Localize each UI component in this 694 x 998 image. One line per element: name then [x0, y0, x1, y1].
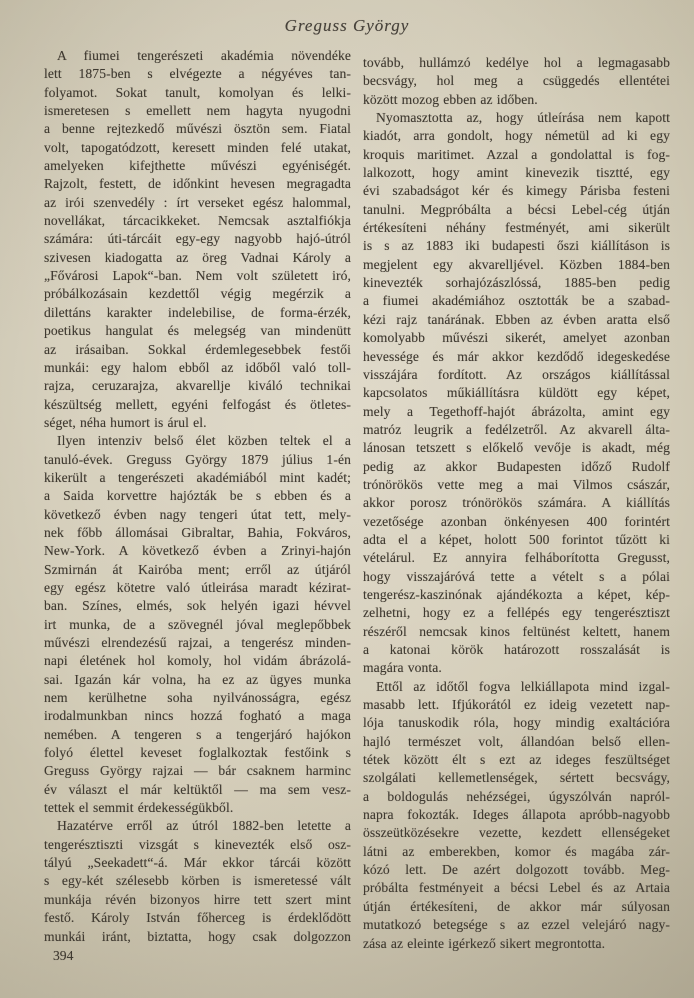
text-line: részéről nemcsak kinos feltünést keltett, hanem	[363, 623, 670, 639]
text-line: irodalmunkban nincs hozzá fogható a maga	[44, 708, 351, 724]
text-line: komolyabb művészi sikerét, amelyet azonban	[363, 330, 670, 346]
text-line: ban. Színes, elmés, sok helyén igazi hévvel	[44, 598, 351, 614]
text-line: folyó élettel keveset foglalkoztak festőink s	[44, 745, 351, 761]
text-line: lója tanuskodik róla, hogy mindig exaltációra	[363, 715, 670, 731]
text-line: próbálkozásain kezdettől végig megérzik a	[44, 286, 351, 302]
text-line: trónörökös vette meg a mai Vilmos császár,	[363, 476, 670, 492]
text-line: évi szabadságot kér és kimegy Párisba festeni	[363, 183, 670, 199]
text-line: napi életének hol komoly, hol vidám ábrázolá-	[44, 653, 351, 669]
text-line: a fiumei akadémiához osztották be a szabad-	[363, 293, 670, 309]
text-line: vezetősége azonban önkényesen 400 forintért	[363, 513, 670, 529]
text-line: folyamot. Sokat tanult, komolyan és lelki-	[44, 84, 351, 100]
text-line: adta el a képet, holott 500 forintot tűzött ki	[363, 531, 670, 547]
left-column	[44, 47, 351, 965]
text-line: következő évben nagy tengeri útat tett, mely-	[44, 506, 351, 522]
text-line: egy egész kötetre való útleirása maradt kézirat-	[44, 579, 351, 595]
text-line: becsvágy, hol meg a csüggedés ellentétei	[363, 73, 670, 89]
text-line: munkái: egy halom ebből az időből való toll-	[44, 359, 351, 375]
text-line: Rajzolt, festett, de időnkint hevesen megragadta	[44, 176, 351, 192]
text-line: tovább, hullámzó kedélye hol a legmagasabb	[363, 55, 670, 70]
text-line: matróz leugrik a fedélzetről. Az akvarell álta-	[363, 421, 670, 437]
text-line: kroquis maritimet. Azzal a gondolattal is fog-	[363, 146, 670, 162]
text-line: lalkozott, hogy amint kinevezik tisztté, egy	[363, 165, 670, 181]
text-line: munkái iránt, biztatta, hogy csak dolgozzon	[44, 928, 351, 944]
text-line: tengerésztiszti vizsgát s kinevezték első osz-	[44, 836, 351, 852]
text-line: lánosan tetszett s előkelő vevője is akadt, még	[363, 440, 670, 456]
text-line: sai. Igazán kár volna, ha ez az ügyes munka	[44, 671, 351, 687]
page-number: 394	[53, 947, 74, 963]
text-line: nemében. A tengeren s a tengerjáró hajókon	[44, 726, 351, 742]
text-line: mutatkozó betegsége s az ezzel velejáró nagy-	[363, 917, 670, 933]
text-line: Ettől az időtől fogva lelkiállapota mind izgal-	[376, 678, 670, 694]
text-line: nem kerülhetne soha nyilvánosságra, egész	[44, 690, 351, 706]
text-line: munkája révén bizonyos hirre tett szert mint	[44, 891, 351, 907]
text-line: a Saida korvettre hajózták be s ebben és a	[44, 488, 351, 504]
text-line: tétek között élt s ezt az ideges feszültséget	[363, 752, 670, 768]
text-line: összeütközésekre vezette, kezdett ellenségeket	[363, 825, 670, 841]
text-line: pedig az akkor Budapesten időző Rudolf	[363, 458, 670, 474]
text-line: visszájára fordított. Az országos kiállítással	[363, 366, 670, 382]
text-line: Szmirnán át Kairóba ment; erről az útjáról	[44, 561, 351, 577]
text-line: tengerész-kaszinónak ajándékozta a képet, kép-	[363, 586, 670, 602]
text-line: Nyomasztotta az, hogy útleírása nem kapott	[376, 110, 670, 126]
text-line: festő. Károly István főherceg is érdeklődött	[44, 910, 351, 926]
text-line: novellákat, tárcacikkeket. Nemcsak asztalfiókja	[44, 213, 351, 229]
text-line: látni az emberekben, komor és magába zár-	[363, 843, 670, 859]
text-line: Greguss György rajzai — bár csaknem harminc	[44, 763, 351, 779]
text-line: zása az eleinte igérkező sikert megrontotta.	[363, 935, 606, 951]
text-line: értékesíteni néhány festményét, ami sikerült	[363, 220, 670, 236]
text-line: kikerült a tengerészeti akadémiából mint kadét;	[44, 469, 351, 485]
text-line: amelyeken kifejthette művészi egyéniségét.	[44, 158, 351, 174]
text-line: vételárul. Ez annyira felháborította Gregusst,	[363, 550, 670, 566]
text-line: szolgálati kellemetlenségek, sértett becsvágy,	[363, 770, 670, 786]
text-line: között mozog ebben az időben.	[363, 91, 538, 107]
text-line: lett 1875-ben s elvégezte a négyéves tan-	[44, 66, 351, 82]
text-line: a boldogulás nehézségei, úgyszólván napról-	[363, 788, 670, 804]
text-line: év választ el már keltüktől — ma sem vesz-	[44, 781, 351, 797]
text-line: kinevezték sorhajózászlóssá, 1885-ben pedig	[363, 275, 670, 291]
text-line: tettek el semmit érdekességükből.	[44, 800, 234, 816]
text-line: az irásaiban. Sokkal érdemlegesebbek festői	[44, 341, 351, 357]
text-line: volt, tapogatódzott, keresett minden felé utakat,	[44, 139, 351, 155]
text-line: Ilyen intenziv belső élet közben teltek el a	[57, 433, 351, 449]
text-line: New-York. A következő évben a Zrinyi-hajón	[44, 543, 351, 559]
text-line: Hazatérve erről az útról 1882-ben letette a	[57, 818, 351, 834]
text-line: s egy-két szélesebb körben is ismeretessé vált	[44, 873, 351, 889]
text-line: útján értékesíteni, de akkor már súlyosan	[363, 898, 670, 914]
text-columns	[44, 47, 670, 965]
text-line: „Fővárosi Lapok“-ban. Nem volt született iró,	[44, 268, 351, 284]
text-line: tanulni. Megpróbálta a bécsi Lebel-cég útján	[363, 201, 670, 217]
text-line: poetikus hangulat és melegség van mindenütt	[44, 323, 351, 339]
text-line: rajza, ceruzarajza, akvarellje kiváló technikai	[44, 378, 351, 394]
text-line: kézi rajz tanárának. Ebben az évben aratta első	[363, 311, 670, 327]
text-line: mely a Tegethoff-hajót ábrázolta, amint egy	[363, 403, 670, 419]
text-line: szivesen kiadogatta az öreg Vadnai Károly a	[44, 249, 351, 265]
text-line: megjelent egy akvarelljével. Közben 1884-ben	[363, 256, 670, 272]
text-line: hevessége és már akkor kezdődő idegeskedése	[363, 348, 670, 364]
text-line: séget, néha humort is árul el.	[44, 414, 207, 430]
text-line: a katonai körök határozott rosszalását is	[363, 642, 670, 657]
text-line: tályú „Seekadett“-á. Már ekkor tárcái között	[44, 855, 351, 871]
text-line: kiadót, arra gondolt, hogy németül ad ki egy	[363, 128, 670, 144]
text-line: tanuló-évek. Greguss György 1879 július 1-én	[44, 451, 351, 467]
text-line: nek főbb állomásai Gibraltar, Bahia, Fokváros,	[44, 524, 351, 540]
text-line: masabb lett. Ifjúkorától ez ideig vezetett nap-	[363, 697, 670, 713]
text-line: kózó lett. De azért dolgozott tovább. Meg-	[363, 862, 670, 878]
right-column	[363, 47, 670, 965]
text-line: az irói szenvedély : írt verseket egész halommal,	[44, 194, 351, 210]
text-line: próbálta festményeit a bécsi Lebel és az Artaia	[363, 880, 670, 896]
text-line: akkor porosz trónörökös számára. A kiállítás	[363, 495, 670, 511]
text-line: a benne rejtezkedő művészi ösztön sem. Fiatal	[44, 121, 351, 137]
text-line: is s az 1883 iki budapesti őszi kiállításon is	[363, 238, 670, 254]
text-line: készültség mellett, egyéni felfogást és ötletes-	[44, 396, 351, 412]
text-line: magára vonta.	[363, 660, 442, 676]
text-line: kapcsolatos műkiállításra küldött egy képet,	[363, 385, 670, 401]
text-line: irt munka, de a szövegnél jóval meglepőbbek	[44, 616, 351, 632]
text-line: napra fokozták. Ideges állapota apróbb-nagyobb	[363, 807, 670, 823]
text-line: A fiumei tengerészeti akadémia növendéke	[57, 48, 351, 63]
text-line: művészi elrendezésű rajzai, a tengerész minden-	[44, 635, 351, 650]
running-header-title: Greguss György	[284, 16, 410, 35]
text-line: zelhetni, hogy ez a fellépés egy tengerésztiszt	[363, 605, 670, 621]
text-line: hajló természet volt, állandóan belső ellen-	[363, 733, 670, 749]
text-line: hogy visszajáróvá tette a vételt s a pólai	[363, 568, 670, 584]
text-line: számára: úti-tárcáit egy-egy nagyobb hajó-útról	[44, 231, 351, 247]
text-line: dilettáns karakter indelebilise, de forma-érzék,	[44, 304, 351, 320]
text-line: ismeretesen s emellett nem hagyta nyugodni	[44, 103, 351, 119]
